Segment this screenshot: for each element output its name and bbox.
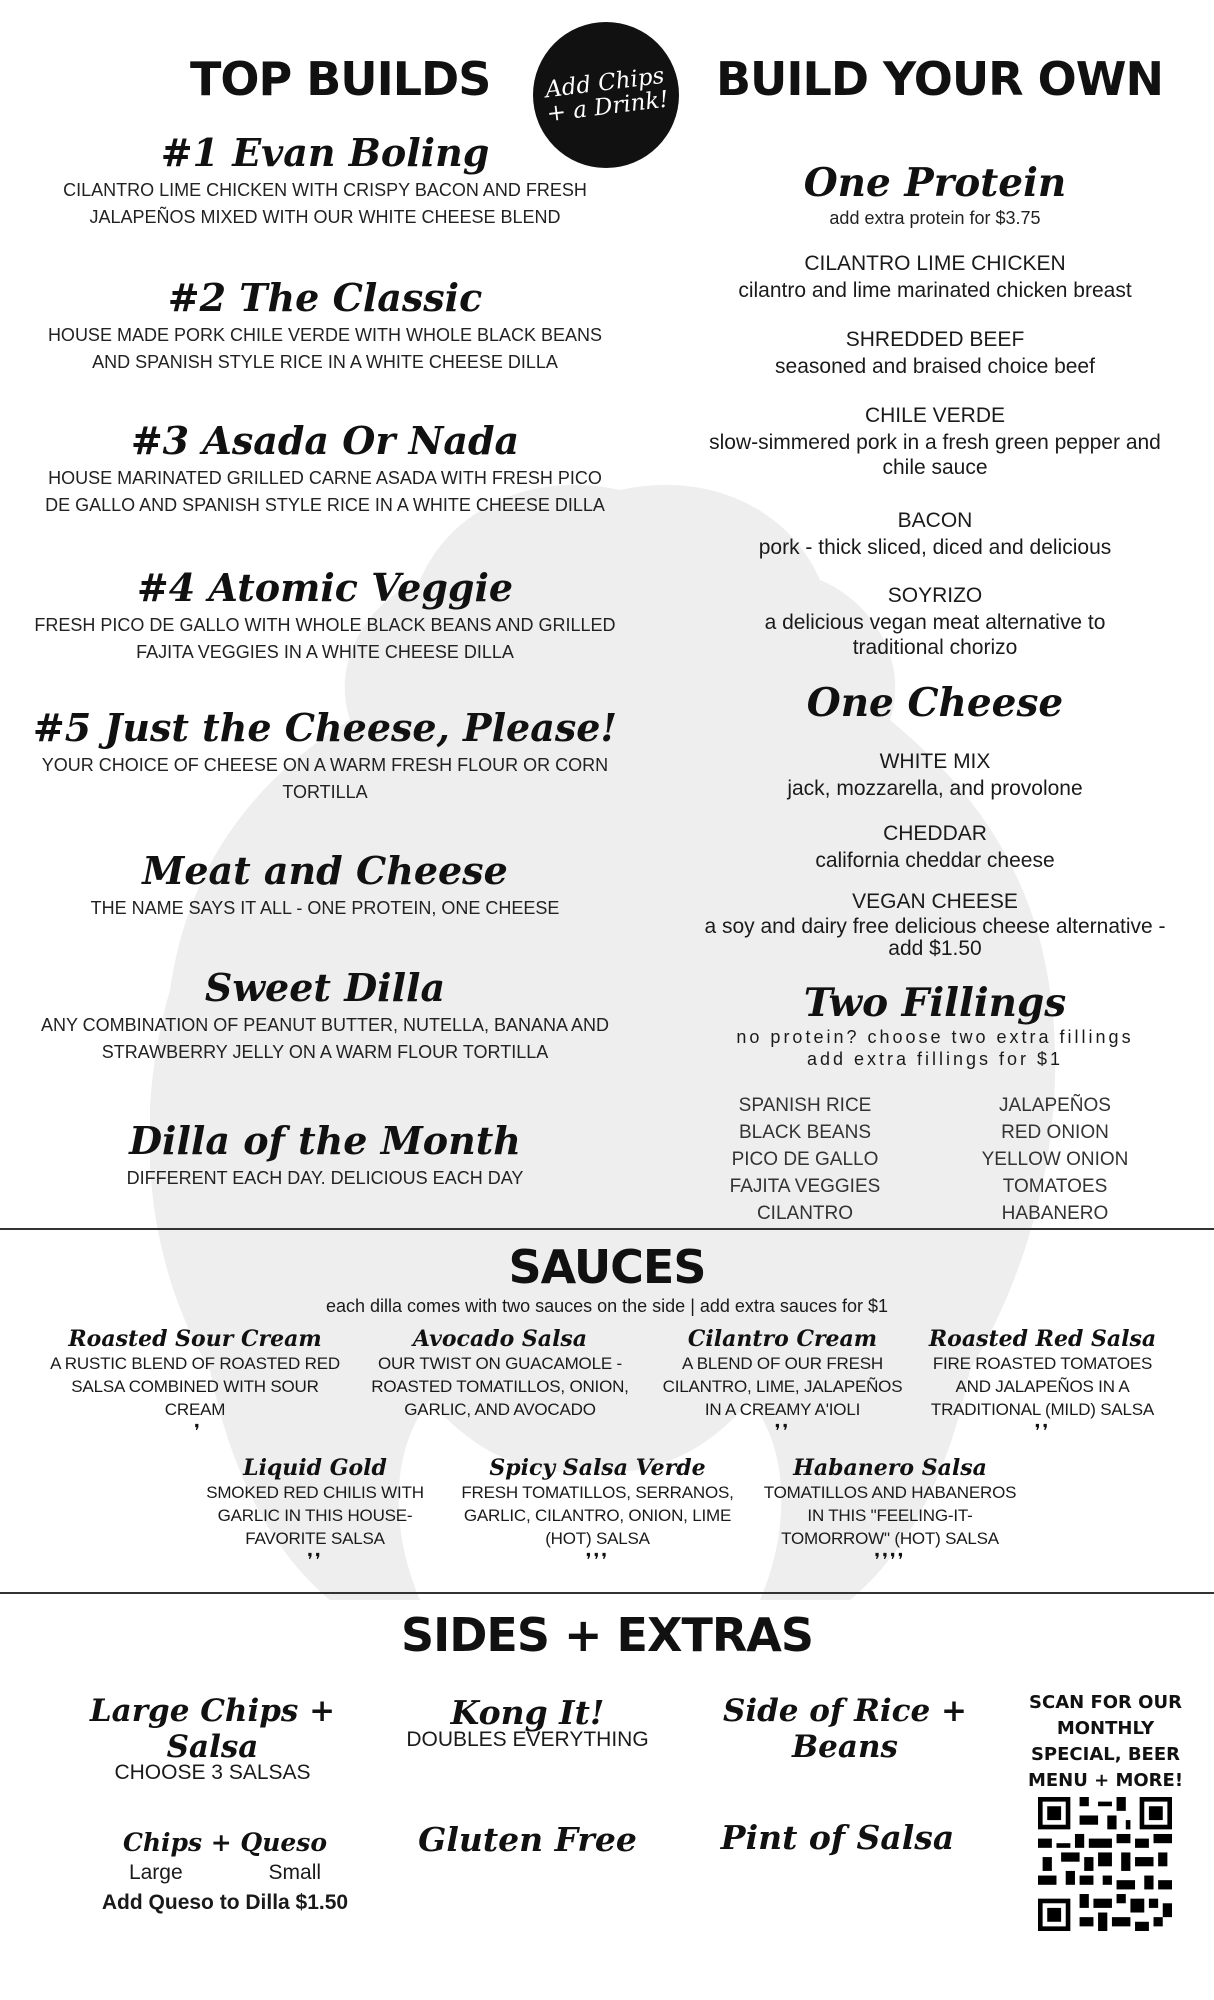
fillings-right-list — [950, 1092, 1160, 1227]
sauce-item — [360, 1326, 640, 1421]
side-item — [680, 1818, 995, 1857]
build-item — [15, 130, 635, 231]
cheese-name: WHITE MIX — [879, 750, 991, 773]
protein-name: CHILE VERDE — [864, 404, 1006, 427]
build-name: Sweet Dilla — [204, 965, 446, 1010]
protein-item — [690, 402, 1180, 480]
pepper-icon: ❜❜ — [307, 1550, 323, 1570]
sauce-desc: SMOKED RED CHILIS WITH GARLIC IN THIS HOUSE-FAVORITE SALSA — [206, 1483, 424, 1548]
cheese-desc: jack, mozzarella, and provolone — [787, 777, 1083, 800]
build-name: #2 The Classic — [167, 275, 483, 320]
build-desc: DIFFERENT EACH DAY. DELICIOUS EACH DAY — [126, 1168, 524, 1188]
pepper-icon: ❜❜❜ — [585, 1550, 610, 1570]
side-item — [40, 1693, 385, 1785]
cheese-desc: california cheddar cheese — [815, 849, 1055, 872]
sauce-desc: FRESH TOMATILLOS, SERRANOS, GARLIC, CILANTRO, ONION, LIME (HOT) SALSA — [461, 1483, 734, 1548]
build-item — [15, 965, 635, 1066]
filling-item: FAJITA VEGGIES — [729, 1176, 881, 1197]
filling-item: RED ONION — [1001, 1122, 1109, 1143]
scan-text: SCAN FOR OUR MONTHLY SPECIAL, BEER MENU + MORE! — [1027, 1692, 1184, 1791]
size-large: Large — [128, 1861, 183, 1884]
sauce-item — [755, 1455, 1025, 1571]
fillings-left-list — [700, 1092, 910, 1227]
size-small: Small — [268, 1861, 322, 1884]
queso-sizes — [85, 1861, 365, 1885]
build-desc: FRESH PICO DE GALLO WITH WHOLE BLACK BEANS AND GRILLED FAJITA VEGGIES IN A WHITE CHEESE DILLA — [34, 615, 616, 662]
build-item — [15, 848, 635, 922]
cheese-item — [690, 748, 1180, 801]
build-desc: ANY COMBINATION OF PEANUT BUTTER, NUTELLA, BANANA AND STRAWBERRY JELLY ON A WARM FLOUR TORTILLA — [40, 1015, 610, 1062]
pepper-icon: ❜ — [194, 1421, 202, 1441]
protein-name: SOYRIZO — [887, 584, 983, 607]
protein-item — [690, 582, 1180, 660]
build-desc: THE NAME SAYS IT ALL - ONE PROTEIN, ONE CHEESE — [90, 898, 560, 918]
sauce-name: Habanero Salsa — [793, 1455, 987, 1481]
build-item — [15, 565, 635, 666]
cheese-name: CHEDDAR — [883, 822, 987, 845]
sauce-name: Spicy Salsa Verde — [489, 1455, 706, 1481]
side-name: Chips + Queso — [122, 1828, 328, 1857]
side-item — [680, 1693, 1010, 1765]
protein-name: BACON — [897, 509, 973, 532]
sauce-item — [655, 1326, 910, 1442]
build-name: #5 Just the Cheese, Please! — [32, 705, 618, 750]
build-item — [15, 275, 635, 376]
sauce-desc: A BLEND OF OUR FRESH CILANTRO, LIME, JALAPEÑOS IN A CREAMY A'IOLI — [662, 1354, 903, 1419]
cheese-item — [690, 820, 1180, 873]
sides-heading: SIDES + EXTRAS — [401, 1608, 813, 1662]
cheese-title: One Cheese — [806, 680, 1064, 726]
sauces-heading: SAUCES — [508, 1240, 706, 1294]
sauce-desc: FIRE ROASTED TOMATOES AND JALAPEÑOS IN A TRADITIONAL (MILD) SALSA — [930, 1354, 1155, 1419]
add-queso-text: Add Queso to Dilla $1.50 — [101, 1891, 349, 1914]
protein-desc: pork - thick sliced, diced and delicious — [758, 536, 1112, 559]
divider — [0, 1228, 1214, 1230]
top-builds-heading: TOP BUILDS — [190, 52, 491, 106]
fillings-note: add extra fillings for $1 — [806, 1049, 1064, 1069]
pepper-icon: ❜❜ — [774, 1421, 791, 1441]
build-desc: CILANTRO LIME CHICKEN WITH CRISPY BACON AND FRESH JALAPEÑOS MIXED WITH OUR WHITE CHEESE BLEND — [63, 180, 587, 227]
filling-item: TOMATOES — [1002, 1176, 1108, 1197]
sauce-desc: OUR TWIST ON GUACAMOLE - ROASTED TOMATILLOS, ONION, GARLIC, AND AVOCADO — [371, 1354, 629, 1419]
side-name: Side of Rice + Beans — [722, 1693, 968, 1765]
side-name: Large Chips + Salsa — [89, 1693, 336, 1765]
filling-item: YELLOW ONION — [981, 1149, 1129, 1170]
sauce-name: Roasted Red Salsa — [928, 1326, 1157, 1352]
divider — [0, 1592, 1214, 1594]
sauce-desc: TOMATILLOS AND HABANEROS IN THIS "FEELING-IT-TOMORROW" (HOT) SALSA — [763, 1483, 1017, 1548]
cheese-section — [690, 680, 1180, 726]
sauce-desc: A RUSTIC BLEND OF ROASTED RED SALSA COMBINED WITH SOUR CREAM — [50, 1354, 340, 1419]
protein-item — [690, 250, 1180, 303]
protein-desc: cilantro and lime marinated chicken breast — [738, 279, 1132, 302]
filling-item: SPANISH RICE — [738, 1095, 872, 1116]
filling-item: PICO DE GALLO — [731, 1149, 879, 1170]
sauce-item — [455, 1455, 740, 1571]
side-desc: DOUBLES EVERYTHING — [406, 1728, 649, 1751]
build-name: #3 Asada Or Nada — [130, 418, 520, 463]
sauces-note: each dilla comes with two sauces on the side | add extra sauces for $1 — [326, 1296, 888, 1316]
fillings-title: Two Fillings — [803, 980, 1067, 1026]
protein-name: SHREDDED BEEF — [845, 328, 1025, 351]
cheese-desc: a soy and dairy free delicious cheese alternative - add $1.50 — [704, 915, 1166, 960]
protein-name: CILANTRO LIME CHICKEN — [804, 252, 1066, 275]
protein-desc: slow-simmered pork in a fresh green pepper and chile sauce — [709, 431, 1161, 479]
side-name: Gluten Free — [418, 1820, 637, 1859]
side-name: Kong It! — [450, 1693, 605, 1732]
protein-item — [690, 507, 1180, 560]
badge-text: Add Chips + a Drink! — [543, 62, 670, 128]
sauce-name: Liquid Gold — [243, 1455, 387, 1481]
protein-title: One Protein — [803, 160, 1067, 206]
build-desc: YOUR CHOICE OF CHEESE ON A WARM FRESH FLOUR OR CORN TORTILLA — [41, 755, 609, 802]
build-name: #1 Evan Boling — [160, 130, 490, 175]
cheese-name: VEGAN CHEESE — [852, 890, 1018, 913]
side-name: Pint of Salsa — [720, 1818, 955, 1857]
protein-section — [690, 160, 1180, 229]
sauce-item — [920, 1326, 1165, 1442]
build-your-own-heading: BUILD YOUR OWN — [716, 52, 1163, 106]
side-desc: CHOOSE 3 SALSAS — [114, 1761, 311, 1784]
protein-desc: a delicious vegan meat alternative to traditional chorizo — [764, 611, 1106, 659]
build-desc: HOUSE MADE PORK CHILE VERDE WITH WHOLE BLACK BEANS AND SPANISH STYLE RICE IN A WHITE CHEESE DILLA — [47, 325, 603, 372]
sauce-name: Avocado Salsa — [412, 1326, 588, 1352]
protein-desc: seasoned and braised choice beef — [775, 355, 1095, 378]
side-item — [390, 1820, 665, 1859]
sauce-name: Roasted Sour Cream — [68, 1326, 322, 1352]
side-item — [390, 1693, 665, 1752]
sauce-item — [200, 1455, 430, 1571]
build-name: Meat and Cheese — [142, 848, 508, 893]
qr-code-icon[interactable] — [1038, 1797, 1172, 1931]
build-desc: HOUSE MARINATED GRILLED CARNE ASADA WITH FRESH PICO DE GALLO AND SPANISH STYLE RICE IN A WHITE CHEESE DILLA — [45, 468, 605, 515]
sauce-item — [45, 1326, 345, 1442]
fillings-section — [690, 980, 1180, 1070]
build-item — [15, 705, 635, 806]
build-name: Dilla of the Month — [129, 1118, 521, 1163]
filling-item: BLACK BEANS — [739, 1122, 871, 1143]
build-item — [15, 418, 635, 519]
protein-note: add extra protein for $3.75 — [829, 208, 1041, 228]
protein-item — [690, 326, 1180, 379]
pepper-icon: ❜❜ — [1034, 1421, 1051, 1441]
filling-item: HABANERO — [1001, 1203, 1109, 1224]
filling-item: CILANTRO — [756, 1203, 854, 1224]
cheese-item — [690, 888, 1180, 960]
side-item — [85, 1828, 365, 1915]
build-name: #4 Atomic Veggie — [136, 565, 514, 610]
sauce-name: Cilantro Cream — [687, 1326, 878, 1352]
filling-item: JALAPEÑOS — [999, 1095, 1111, 1116]
build-item — [15, 1118, 635, 1192]
fillings-note: no protein? choose two extra fillings — [736, 1027, 1134, 1047]
pepper-icon: ❜❜❜❜ — [874, 1550, 906, 1570]
